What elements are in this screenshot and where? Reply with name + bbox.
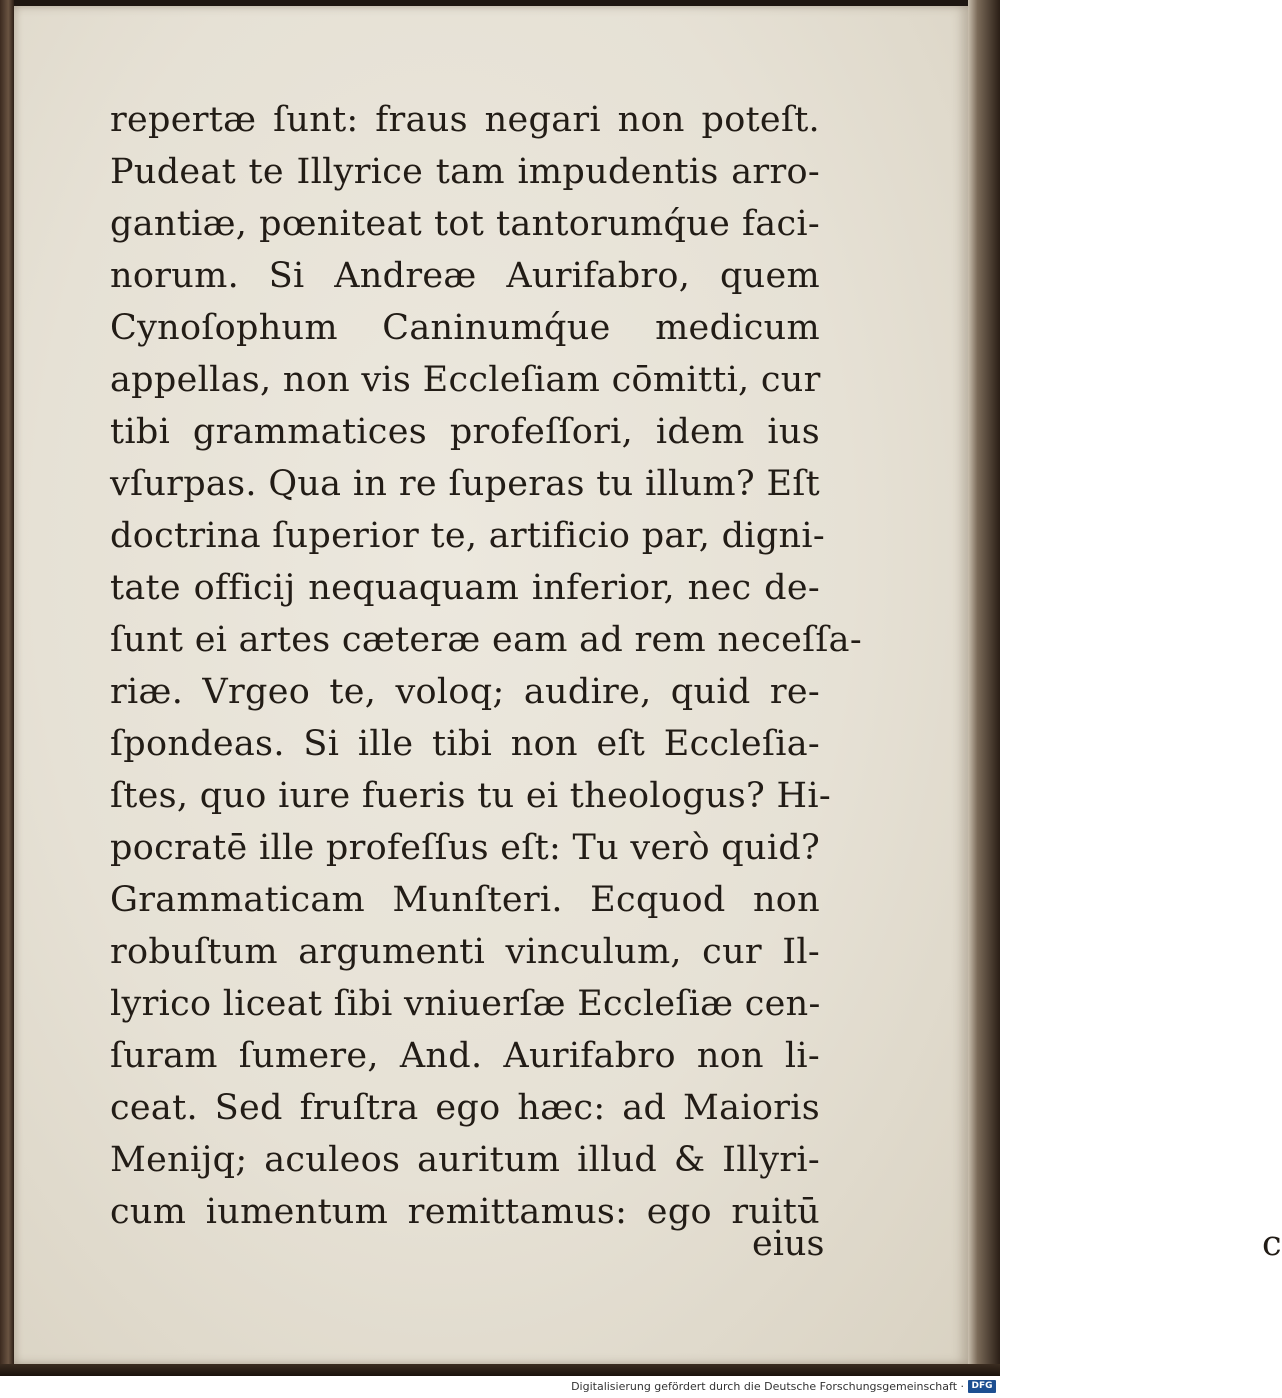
text-line: gantiæ, pœniteat tot tantorumq́ue faci- — [110, 204, 820, 244]
text-line: vſurpas. Qua in re ſuperas tu illum? Eſt — [110, 464, 820, 504]
catchword: eius — [752, 1224, 825, 1264]
page-text-block — [110, 94, 862, 1238]
text-line: Menijq; aculeos auritum illud & Illyri- — [110, 1140, 820, 1180]
catch-line — [634, 1218, 1282, 1270]
text-line: ſuram ſumere, And. Aurifabro non li- — [110, 1036, 820, 1076]
text-line: appellas, non vis Eccleſiam cōmitti, cur — [110, 360, 821, 400]
text-line: ſtes, quo iure fueris tu ei theologus? Hi- — [110, 776, 831, 816]
text-line: cum iumentum remittamus: ego ruitū — [110, 1192, 820, 1232]
text-line: ſpondeas. Si ille tibi non eſt Eccleſia- — [110, 724, 820, 764]
funding-credit: Digitalisierung gefördert durch die Deutsche Forschungsgemeinschaft · — [571, 1380, 964, 1393]
page-stack-edge — [968, 0, 1000, 1376]
text-line: robuſtum argumenti vinculum, cur Il- — [110, 932, 820, 972]
book-page — [14, 6, 1282, 1364]
text-line: riæ. Vrgeo te, voloq; audire, quid re- — [110, 672, 820, 712]
text-line: repertæ ſunt: fraus negari non poteſt. — [110, 100, 820, 140]
digitization-footer — [0, 1376, 1000, 1398]
text-line: tate officij nequaquam inferior, nec de- — [110, 568, 820, 608]
text-line: doctrina ſuperior te, artificio par, digni- — [110, 516, 825, 556]
text-line: Grammaticam Munſteri. Ecquod non — [110, 880, 820, 920]
text-line: tibi grammatices profeſſori, idem ius — [110, 412, 820, 452]
text-line: Pudeat te Illyrice tam impudentis arro- — [110, 152, 820, 192]
book-binding-edge — [0, 0, 14, 1376]
scan-bottom-edge — [0, 1364, 1000, 1376]
text-line: norum. Si Andreæ Aurifabro, quem — [110, 256, 820, 296]
text-line: ſunt ei artes cæteræ eam ad rem neceſſa- — [110, 620, 862, 660]
text-line: ceat. Sed fruſtra ego hæc: ad Maioris — [110, 1088, 820, 1128]
text-line: pocratē ille profeſſus eſt: Tu verò quid? — [110, 828, 821, 868]
text-line: lyrico liceat ſibi vniuerſæ Eccleſiæ cen- — [110, 984, 821, 1024]
text-line: Cynoſophum Caninumq́ue medicum — [110, 308, 820, 348]
signature-mark: c — [1262, 1224, 1282, 1264]
dfg-logo: DFG — [968, 1380, 996, 1393]
